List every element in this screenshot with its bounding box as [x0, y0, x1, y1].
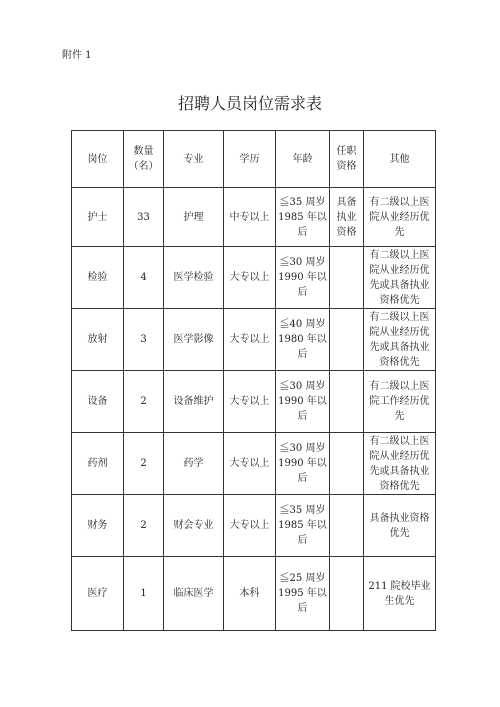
- cell-age-line: ≦30 周岁: [279, 443, 326, 454]
- cell-other: [364, 557, 436, 631]
- header-other: 其他: [364, 131, 436, 188]
- header-count: [124, 131, 164, 188]
- cell-age-line: 1990 年以: [278, 396, 327, 407]
- table-row: [72, 433, 436, 495]
- cell-age-line: 1990 年以: [278, 458, 327, 469]
- cell-age-line: 后: [297, 535, 308, 546]
- cell-count: 2: [124, 371, 164, 433]
- cell-age-line: ≦40 周岁: [279, 319, 326, 330]
- cell-major: 医学影像: [164, 309, 224, 371]
- cell-age-line: 1985 年以: [278, 520, 327, 531]
- cell-age-line: 1980 年以: [278, 334, 327, 345]
- table-body: [72, 188, 436, 631]
- cell-other-line: 具备执业资格: [369, 512, 430, 524]
- cell-age-line: ≦25 周岁: [279, 573, 326, 584]
- cell-post: 放射: [72, 309, 124, 371]
- cell-education: 大专以上: [224, 433, 276, 495]
- cell-other: [364, 433, 436, 495]
- cell-other-line: 资格优先: [379, 294, 420, 306]
- cell-other-line: 资格优先: [379, 480, 420, 492]
- cell-other-line: 有二级以上医: [369, 249, 430, 261]
- header-qualification: [330, 131, 364, 188]
- cell-education: 中专以上: [224, 188, 276, 247]
- header-post: 岗位: [72, 131, 124, 188]
- cell-age-line: ≦35 周岁: [279, 505, 326, 516]
- cell-other-line: 先: [394, 411, 405, 422]
- cell-age: [276, 309, 330, 371]
- cell-qualification: [330, 309, 364, 371]
- cell-other-line: 优先: [389, 527, 410, 539]
- cell-age-line: ≦30 周岁: [279, 381, 326, 392]
- cell-post: 财务: [72, 495, 124, 557]
- header-age: 年龄: [276, 131, 330, 188]
- header-qualification-line: 任职: [336, 146, 357, 157]
- cell-age-line: 1990 年以: [278, 272, 327, 283]
- cell-other: [364, 188, 436, 247]
- cell-other-line: 院从业经历优: [369, 450, 430, 462]
- cell-count: 4: [124, 247, 164, 309]
- table-row: [72, 371, 436, 433]
- cell-count: 2: [124, 495, 164, 557]
- cell-education: 大专以上: [224, 247, 276, 309]
- cell-age: [276, 557, 330, 631]
- cell-education: 大专以上: [224, 371, 276, 433]
- cell-age: [276, 188, 330, 247]
- cell-age-line: ≦30 周岁: [279, 257, 326, 268]
- cell-other-line: 有二级以上医: [369, 196, 430, 208]
- table-row: [72, 495, 436, 557]
- cell-count: 33: [124, 188, 164, 247]
- cell-age-line: 后: [297, 287, 308, 298]
- cell-other: [364, 309, 436, 371]
- cell-other-line: 有二级以上医: [369, 311, 430, 323]
- cell-other-line: 先或具备执业: [369, 279, 430, 291]
- cell-other-line: 资格优先: [379, 356, 420, 368]
- header-major: 专业: [164, 131, 224, 188]
- cell-education: 大专以上: [224, 495, 276, 557]
- cell-post: 医疗: [72, 557, 124, 631]
- cell-other-line: 先或具备执业: [369, 341, 430, 353]
- cell-other: [364, 495, 436, 557]
- cell-qualification-line: 资格: [336, 226, 357, 238]
- cell-age: [276, 247, 330, 309]
- cell-age-line: 后: [297, 349, 308, 360]
- header-count-line: （名）: [128, 161, 159, 172]
- cell-count: 1: [124, 557, 164, 631]
- header-qualification-line: 资格: [336, 161, 357, 172]
- cell-post: 检验: [72, 247, 124, 309]
- cell-qualification-line: 具备: [336, 196, 357, 208]
- annex-label: 附件 1: [62, 50, 92, 61]
- cell-major: 财会专业: [164, 495, 224, 557]
- cell-qualification: [330, 371, 364, 433]
- cell-other-line: 有二级以上医: [369, 381, 430, 392]
- cell-qualification: [330, 433, 364, 495]
- cell-other-line: 有二级以上医: [369, 435, 430, 447]
- cell-qualification: [330, 495, 364, 557]
- table-row: [72, 309, 436, 371]
- cell-count: 2: [124, 433, 164, 495]
- cell-age: [276, 371, 330, 433]
- cell-education: 本科: [224, 557, 276, 631]
- page-title: 招聘人员岗位需求表: [177, 94, 322, 113]
- cell-other: [364, 371, 436, 433]
- cell-age-line: 后: [297, 603, 308, 614]
- cell-other-line: 院从业经历优: [369, 264, 430, 276]
- cell-qualification: [330, 557, 364, 631]
- cell-other-line: 院从业经历优: [369, 211, 430, 223]
- cell-other-line: 院从业经历优: [369, 326, 430, 338]
- cell-qualification: [330, 188, 364, 247]
- cell-post: 设备: [72, 371, 124, 433]
- cell-post: 药剂: [72, 433, 124, 495]
- table-row: [72, 188, 436, 247]
- cell-major: 护理: [164, 188, 224, 247]
- cell-post: 护士: [72, 188, 124, 247]
- cell-other-line: 院工作经历优: [369, 396, 430, 407]
- header-row: [72, 131, 436, 188]
- cell-age-line: ≦35 周岁: [279, 196, 326, 208]
- cell-age-line: 1985 年以: [278, 211, 327, 223]
- cell-qualification: [330, 247, 364, 309]
- cell-age-line: 后: [297, 411, 308, 422]
- table-row: [72, 247, 436, 309]
- cell-major: 临床医学: [164, 557, 224, 631]
- cell-other-line: 先: [394, 226, 405, 238]
- cell-other: [364, 247, 436, 309]
- table-row: [72, 557, 436, 631]
- cell-education: 大专以上: [224, 309, 276, 371]
- job-requirements-table: [71, 130, 436, 631]
- cell-age-line: 后: [297, 473, 308, 484]
- cell-age: [276, 433, 330, 495]
- cell-age: [276, 495, 330, 557]
- cell-other-line: 211 院校毕业: [368, 580, 431, 592]
- cell-major: 医学检验: [164, 247, 224, 309]
- header-count-line: 数量: [133, 146, 154, 157]
- cell-age-line: 后: [297, 226, 308, 238]
- cell-count: 3: [124, 309, 164, 371]
- cell-major: 药学: [164, 433, 224, 495]
- cell-other-line: 生优先: [384, 595, 415, 607]
- cell-age-line: 1995 年以: [278, 588, 327, 599]
- header-education: 学历: [224, 131, 276, 188]
- cell-other-line: 先或具备执业: [369, 465, 430, 477]
- cell-qualification-line: 执业: [336, 211, 357, 223]
- cell-major: 设备维护: [164, 371, 224, 433]
